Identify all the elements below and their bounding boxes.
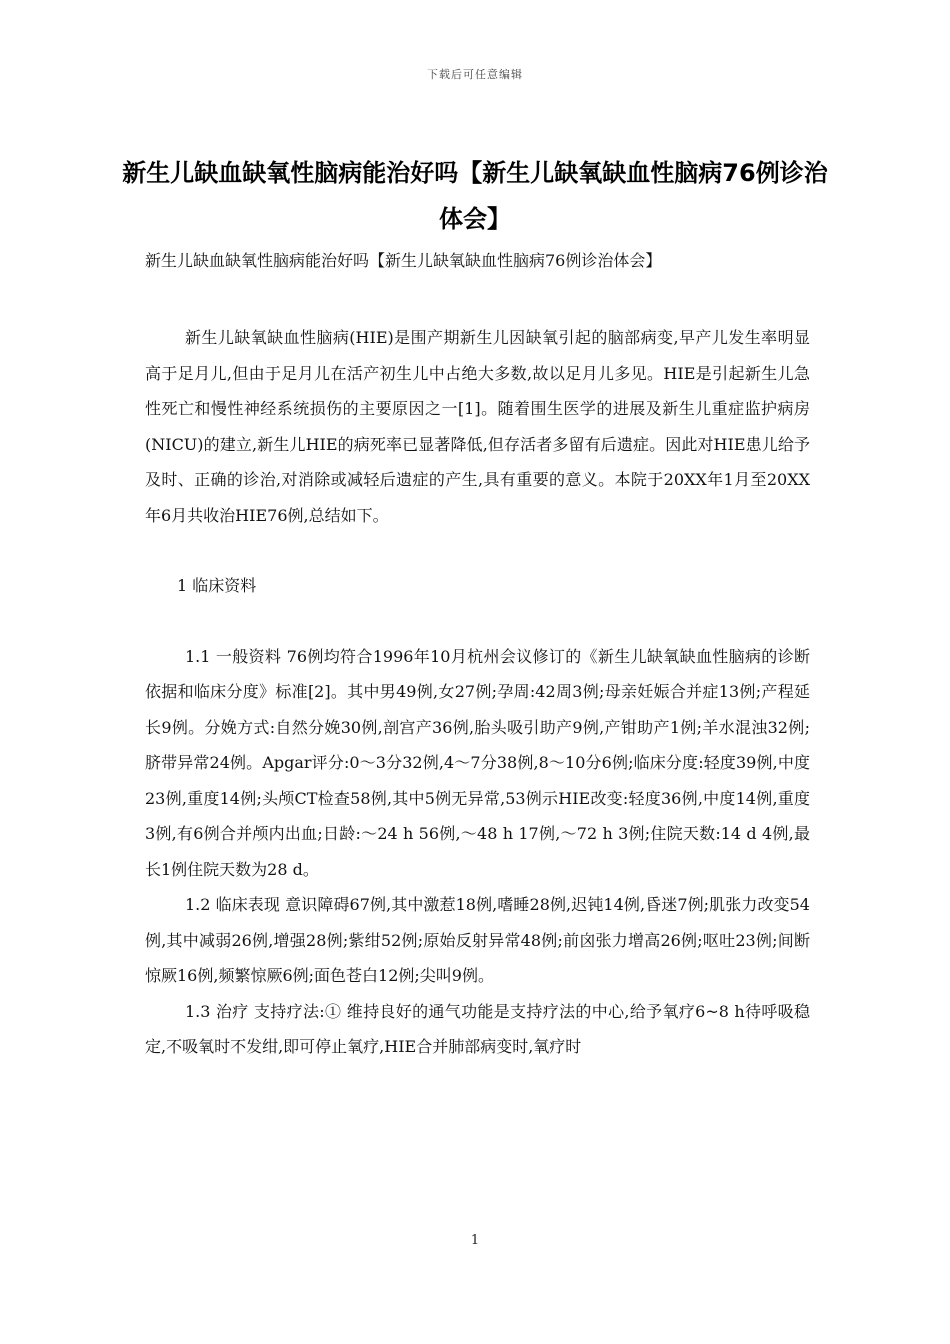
document-title: 新生儿缺血缺氧性脑病能治好吗【新生儿缺氧缺血性脑病76例诊治体会】	[122, 159, 828, 233]
intro-paragraph: 新生儿缺氧缺血性脑病(HIE)是围产期新生儿因缺氧引起的脑部病变,早产儿发生率明显高于足月儿,但由于足月儿在活产初生儿中占绝大多数,故以足月儿多见。HIE是引起新生儿急性死亡和慢性神经系统损伤的主要原因之一[1]。随着围生医学的进展及新生儿重症监护病房(NICU)的建立,新生儿HIE的病死率已显著降低,但存活者多留有后遗症。因此对HIE患儿给予及时、正确的诊治,对消除或减轻后遗症的产生,具有重要的意义。本院于20XX年1月至20XX年6月共收治HIE76例,总结如下。	[145, 328, 810, 525]
section-heading-clinical-data: 1 临床资料	[177, 576, 257, 595]
page-header-note: 下载后可任意编辑	[427, 68, 523, 81]
section-treatment: 1.3 治疗 支持疗法:① 维持良好的通气功能是支持疗法的中心,给予氧疗6~8 h待呼吸稳定,不吸氧时不发绀,即可停止氧疗,HIE合并肺部病变时,氧疗时	[145, 1001, 810, 1056]
page-number: 1	[470, 1233, 480, 1248]
document-subtitle: 新生儿缺血缺氧性脑病能治好吗【新生儿缺氧缺血性脑病76例诊治体会】	[145, 251, 662, 270]
section-general-data: 1.1 一般资料 76例均符合1996年10月杭州会议修订的《新生儿缺氧缺血性脑病的诊断依据和临床分度》标准[2]。其中男49例,女27例;孕周:42周3例;母亲妊娠合并症13例;产程延长9例。分娩方式:自然分娩30例,剖宫产36例,胎头吸引助产9例,产钳助产1例;羊水混浊32例;脐带异常24例。Apgar评分:0～3分32例,4～7分38例,8～10分6例;临床分度:轻度39例,中度23例,重度14例;头颅CT检查58例,其中5例无异常,53例示HIE改变:轻度36例,中度14例,重度3例,有6例合并颅内出血;日龄:～24 h 56例,～48 h 17例,～72 h 3例;住院天数:14 d 4例,最长1例住院天数为28 d。	[145, 646, 810, 879]
document-body	[145, 320, 810, 1065]
section-clinical-manifestation: 1.2 临床表现 意识障碍67例,其中激惹18例,嗜睡28例,迟钝14例,昏迷7例;肌张力改变54例,其中减弱26例,增强28例;紫绀52例;原始反射异常48例;前囟张力增高26例;呕吐23例;间断惊厥16例,频繁惊厥6例;面色苍白12例;尖叫9例。	[145, 895, 810, 985]
